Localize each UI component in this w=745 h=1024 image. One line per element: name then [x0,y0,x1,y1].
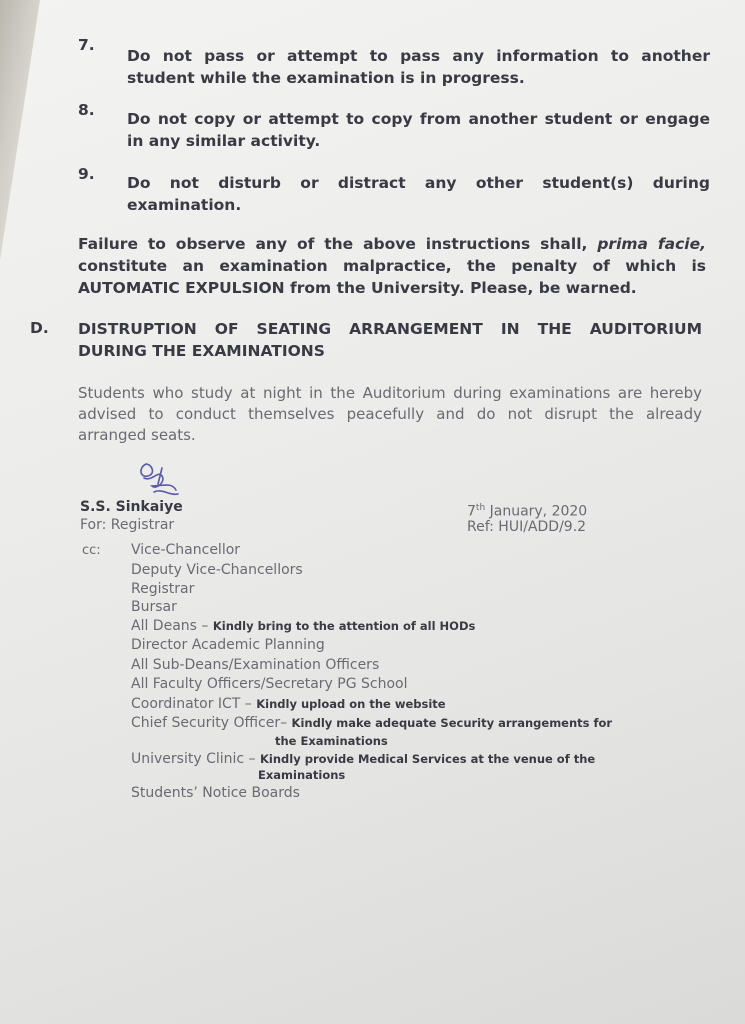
cc-recipient: Coordinator ICT – Kindly upload on the website [131,696,446,712]
cc-recipient: All Sub-Deans/Examination Officers [131,657,380,673]
cc-label: cc: [82,543,101,558]
instruction-text [127,45,710,89]
cc-recipient-note: the Examinations [275,734,388,748]
letter-reference: Ref: HUI/ADD/9.2 [467,519,587,535]
cc-recipient: All Faculty Officers/Secretary PG School [131,676,408,692]
page-edge-shadow [0,0,40,260]
instruction-line: in any similar activity. [127,132,321,150]
cc-recipient: Bursar [131,599,177,615]
signatory-name: S.S. Sinkaiye [80,499,183,515]
warning-line-3: AUTOMATIC EXPULSION from the University. Please, be warned. [78,279,637,297]
instruction-line: student while the examination is in progress. [127,69,525,87]
handwritten-signature [132,456,184,502]
cc-recipient: Director Academic Planning [131,637,325,653]
cc-recipient: Students’ Notice Boards [131,785,300,801]
warning-paragraph [78,233,706,299]
warning-line-1: Failure to observe any of the above instructions shall, prima facie, [78,235,706,253]
warning-line-2: constitute an examination malpractice, the penalty of which is [78,257,706,275]
instruction-number: 8. [78,101,95,119]
cc-recipient-note: Examinations [258,768,346,782]
cc-recipient: All Deans – Kindly bring to the attention of all HODs [131,618,476,634]
instruction-number: 7. [78,36,95,54]
instruction-number: 9. [78,165,95,183]
section-heading-line: DISTRUPTION OF SEATING ARRANGEMENT IN THE AUDITORIUM [78,320,702,338]
cc-recipient: Registrar [131,581,195,597]
cc-recipient: Chief Security Officer– Kindly make adequate Security arrangements for [131,715,613,731]
cc-recipient: University Clinic – Kindly provide Medical Services at the venue of the [131,751,596,767]
instruction-line: Do not pass or attempt to pass any information to another [127,47,710,65]
cc-recipient: Vice-Chancellor [131,542,241,558]
section-body-line: Students who study at night in the Auditorium during examinations are hereby [78,384,702,402]
instruction-line: Do not copy or attempt to copy from another student or engage [127,110,710,128]
section-body-line: arranged seats. [78,426,196,444]
instruction-line: Do not disturb or distract any other student(s) during [127,174,710,192]
section-body [78,383,702,446]
section-body-line: advised to conduct themselves peacefully and do not disrupt the already [78,405,702,423]
letter-date: 7th January, 2020 [467,503,588,520]
cc-recipient: Deputy Vice-Chancellors [131,562,303,578]
signatory-role: For: Registrar [80,517,175,533]
instruction-text [127,172,710,216]
section-letter: D. [30,319,49,337]
section-heading [78,318,702,362]
instruction-text [127,108,710,152]
section-heading-line: DURING THE EXAMINATIONS [78,342,325,360]
instruction-line: examination. [127,196,242,214]
